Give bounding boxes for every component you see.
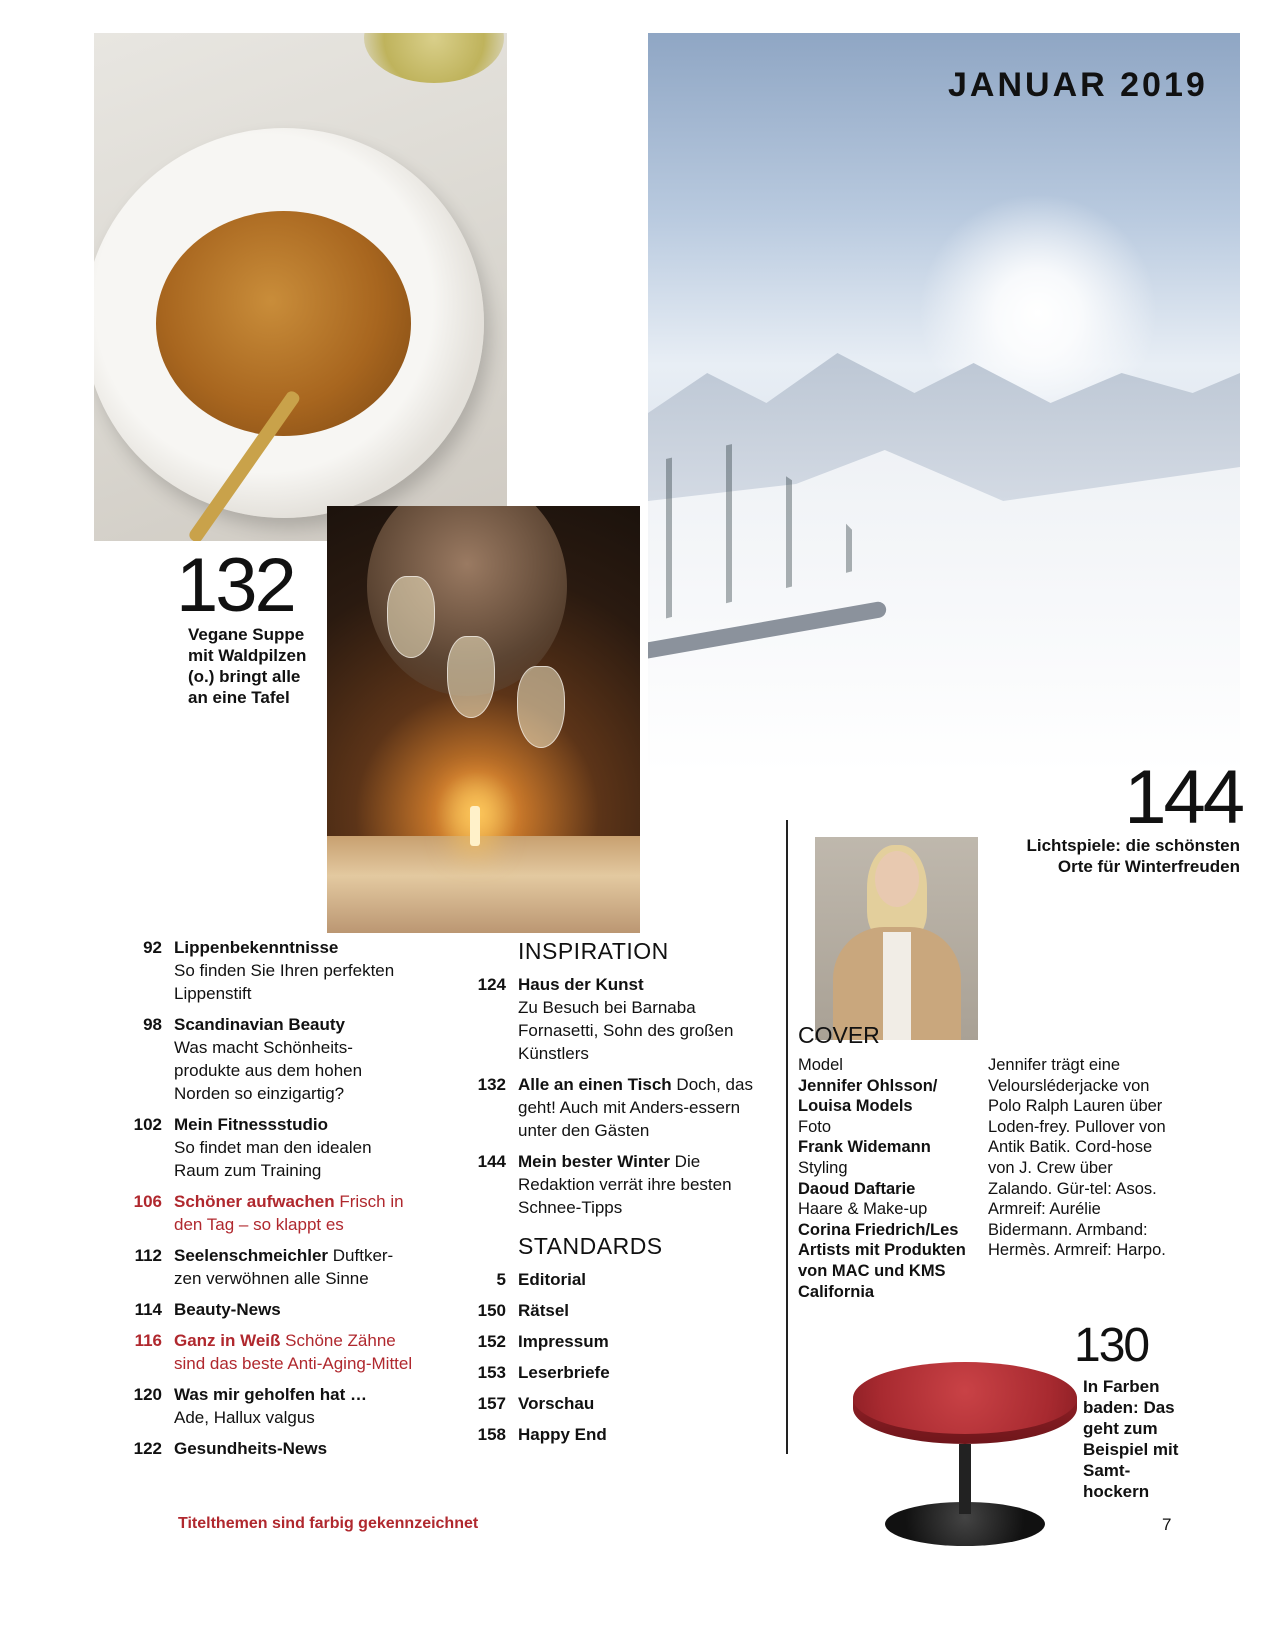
credit-role: Model <box>798 1056 843 1074</box>
toc-desc: Schöne Zähne sind das beste Anti-Aging-Mittel <box>174 1331 413 1373</box>
toc-desc: Was macht Schönheits-produkte aus dem hohen Norden so einzigartig? <box>174 1038 363 1103</box>
red-velvet-stool-photo <box>845 1362 1085 1552</box>
toc-title: Ganz in Weiß <box>174 1331 281 1350</box>
toc-entry[interactable] <box>462 973 762 1065</box>
toc-desc: So finden Sie Ihren perfekten Lippenstift <box>174 961 395 1003</box>
credit-name: Frank Widemann <box>798 1138 931 1157</box>
toc-inspiration-standards-column <box>462 936 762 1454</box>
feature-stool-caption: In Farben baden: Das geht zum Beispiel mit Samt-hockern <box>1083 1377 1179 1501</box>
cover-credits <box>798 1055 988 1302</box>
toc-entry-highlighted[interactable] <box>118 1190 418 1236</box>
toc-title: Scandinavian Beauty <box>174 1015 346 1034</box>
credit-role: Haare & Make-up <box>798 1200 928 1219</box>
cover-outfit-description: Jennifer trägt eine Veloursléderjacke von Polo Ralph Lauren über Loden-frey. Pullover von Antik Batik. Cord-hose von J. Crew über Zalando. Gür-tel: Asos. Armreif: Aurélie Bidermann. Armband: Hermès. Armreif: Harpo. <box>988 1056 1166 1260</box>
toc-page-number: 124 <box>477 975 506 994</box>
toc-entry[interactable] <box>462 1150 762 1219</box>
toc-title: Beauty-News <box>174 1300 281 1319</box>
toc-title: Seelenschmeichler <box>174 1246 329 1265</box>
toc-entry[interactable] <box>462 1423 762 1446</box>
feature-stool-page[interactable]: 130 <box>1074 1319 1149 1372</box>
toc-page-number: 98 <box>143 1015 162 1034</box>
toc-entry[interactable] <box>118 1244 418 1290</box>
feature-winter-page[interactable]: 144 <box>1124 755 1242 840</box>
toc-desc: Doch, das geht! Auch mit Anders-essern unter den Gästen <box>518 1075 753 1140</box>
toc-title: Happy End <box>518 1425 607 1444</box>
toc-page-number: 114 <box>134 1300 162 1319</box>
toc-desc: So findet man den idealen Raum zum Training <box>174 1138 372 1180</box>
toc-page-number: 150 <box>477 1301 506 1320</box>
toc-entry[interactable] <box>462 1361 762 1384</box>
toc-page-number: 5 <box>496 1270 506 1289</box>
toc-title: Mein Fitnessstudio <box>174 1115 328 1134</box>
toc-entry[interactable] <box>462 1073 762 1142</box>
toc-entry[interactable] <box>462 1392 762 1415</box>
credit-name: Jennifer Ohlsson/ Louisa Models <box>798 1076 938 1116</box>
toc-title: Editorial <box>518 1270 587 1289</box>
toc-entry[interactable] <box>118 936 418 1005</box>
toc-page-number: 144 <box>477 1152 506 1171</box>
toc-page-number: 116 <box>134 1331 162 1350</box>
soup-photo <box>94 33 507 541</box>
winter-landscape-photo <box>648 33 1240 770</box>
cover-model-photo <box>815 837 978 1040</box>
toc-title: Schöner aufwachen <box>174 1192 335 1211</box>
column-divider <box>786 820 788 1454</box>
section-heading-standards: STANDARDS <box>518 1233 663 1259</box>
page-number: 7 <box>1162 1515 1172 1534</box>
feature-winter-caption: Lichtspiele: die schönsten Orte für Winterfreuden <box>1026 836 1240 876</box>
toc-page-number: 152 <box>477 1332 506 1351</box>
toc-page-number: 92 <box>143 938 162 957</box>
toc-desc: Zu Besuch bei Barnaba Fornasetti, Sohn des großen Künstlers <box>518 998 734 1063</box>
toc-title: Lippenbekenntnisse <box>174 938 339 957</box>
toc-page-number: 153 <box>477 1363 506 1382</box>
toc-entry[interactable] <box>462 1268 762 1291</box>
credit-name: Daoud Daftarie <box>798 1179 916 1198</box>
toc-entry[interactable] <box>118 1113 418 1182</box>
toc-page-number: 102 <box>133 1115 162 1134</box>
toc-title: Vorschau <box>518 1394 595 1413</box>
issue-month: JANUAR 2019 <box>948 66 1208 104</box>
toc-title: Haus der Kunst <box>518 975 644 994</box>
toc-desc: Duftker-zen verwöhnen alle Sinne <box>174 1246 394 1288</box>
toc-entry[interactable] <box>118 1437 418 1460</box>
toc-entry[interactable] <box>462 1299 762 1322</box>
toc-desc: Frisch in den Tag – so klappt es <box>174 1192 404 1234</box>
credit-role: Foto <box>798 1117 832 1136</box>
toc-title: Alle an einen Tisch <box>518 1075 672 1094</box>
toc-desc: Die Redaktion verrät ihre besten Schnee-Tipps <box>518 1152 732 1217</box>
toc-title: Rätsel <box>518 1301 570 1320</box>
toc-beauty-column <box>118 936 418 1468</box>
toc-title: Impressum <box>518 1332 609 1351</box>
toc-page-number: 158 <box>477 1425 506 1444</box>
feature-soup-caption: Vegane Suppe mit Waldpilzen (o.) bringt alle an eine Tafel <box>188 625 307 707</box>
toc-title: Mein bester Winter <box>518 1152 670 1171</box>
footer-note: Titelthemen sind farbig gekennzeichnet <box>178 1515 479 1532</box>
toc-entry[interactable] <box>118 1013 418 1105</box>
toc-page-number: 157 <box>477 1394 506 1413</box>
toc-page-number: 120 <box>133 1385 162 1404</box>
toc-page-number: 132 <box>477 1075 506 1094</box>
toc-entry-highlighted[interactable] <box>118 1329 418 1375</box>
toc-page-number: 106 <box>133 1192 162 1211</box>
credit-role: Styling <box>798 1158 848 1177</box>
toc-entry[interactable] <box>118 1298 418 1321</box>
toc-title: Leserbriefe <box>518 1363 610 1382</box>
toc-page-number: 122 <box>133 1439 162 1458</box>
toc-title: Gesundheits-News <box>174 1439 328 1458</box>
toc-desc: Ade, Hallux valgus <box>174 1408 315 1427</box>
dinner-toast-photo <box>327 506 640 933</box>
toc-entry[interactable] <box>118 1383 418 1429</box>
credit-name: Corina Friedrich/Les Artists mit Produkten von MAC und KMS California <box>798 1220 966 1301</box>
toc-title: Was mir geholfen hat … <box>174 1385 368 1404</box>
toc-page-number: 112 <box>134 1246 162 1265</box>
toc-entry[interactable] <box>462 1330 762 1353</box>
feature-soup-page[interactable]: 132 <box>176 543 294 628</box>
section-heading-inspiration: INSPIRATION <box>518 938 669 964</box>
section-heading-cover: COVER <box>798 1022 880 1048</box>
